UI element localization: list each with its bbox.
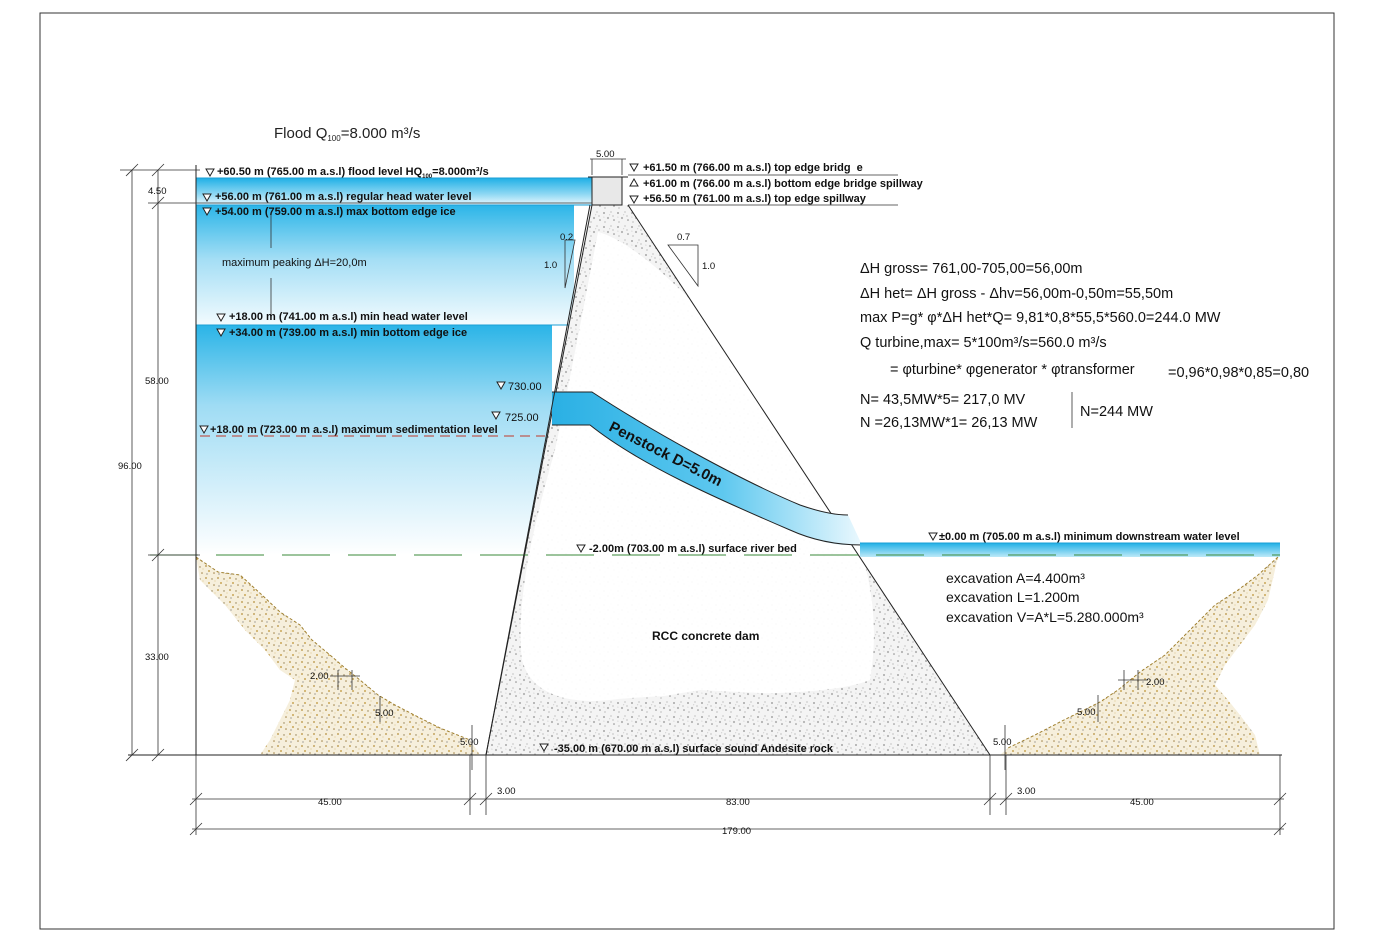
level-downstream: ±0.00 m (705.00 m a.s.l) minimum downstream water level <box>939 531 1240 543</box>
calc-eff-a: = φturbine* φgenerator * φtransformer <box>890 362 1135 378</box>
level-flood-q: =8.000m³/s <box>432 166 489 178</box>
dim-33-00: 33.00 <box>145 652 169 663</box>
excavation-l: excavation L=1.200m <box>946 589 1080 605</box>
excavation-right <box>1000 557 1278 755</box>
flood-title <box>274 125 420 143</box>
level-max-ice: +54.00 m (759.00 m a.s.l) max bottom edge ice <box>215 206 456 218</box>
bottom-dimensions <box>190 755 1286 837</box>
slope-up-h: 0.2 <box>560 232 574 243</box>
calc-eff-b: =0,96*0,98*0,85=0,80 <box>1168 365 1310 381</box>
reservoir-water <box>196 178 592 555</box>
flood-title-suffix: =8.000 m³/s <box>340 125 421 142</box>
dim-bench-r-v: 5.00 <box>1077 707 1096 718</box>
excavation-left <box>196 557 480 755</box>
left-dimensions <box>118 164 200 761</box>
level-sediment: +18.00 m (723.00 m a.s.l) maximum sedimentation level <box>210 424 498 436</box>
level-spillway-top: +56.50 m (761.00 m a.s.l) top edge spillway <box>643 193 866 205</box>
dim-4-50: 4.50 <box>148 186 167 197</box>
level-river-bed: -2.00m (703.00 m a.s.l) surface river bed <box>589 543 797 555</box>
slope-down-h: 0.7 <box>677 232 691 243</box>
level-flood <box>217 166 489 180</box>
level-peaking: maximum peaking ΔH=20,0m <box>222 257 367 269</box>
excavation-notes <box>946 570 1144 625</box>
calc-n2: N =26,13MW*1= 26,13 MW <box>860 415 1038 431</box>
dim-3-right: 3.00 <box>1017 786 1036 797</box>
dim-96-00: 96.00 <box>118 461 142 472</box>
level-bridge-top-a: +61.50 m (766.00 m a.s.l) top edge bridg <box>643 162 851 174</box>
level-regular: +56.00 m (761.00 m a.s.l) regular head water level <box>215 191 472 203</box>
level-bridge-top-b: e <box>856 162 863 174</box>
level-flood-sub: 100 <box>422 174 433 180</box>
calc-gross: ΔH gross= 761,00-705,00=56,00m <box>860 261 1083 277</box>
calc-n1: N= 43,5MW*5= 217,0 MV <box>860 392 1026 408</box>
dim-58-00: 58.00 <box>145 376 169 387</box>
level-bridge-top <box>643 162 863 174</box>
dim-toe-l: 5.00 <box>460 737 479 748</box>
level-min-head: +18.00 m (741.00 m a.s.l) min head water level <box>229 311 468 323</box>
slope-down-v: 1.0 <box>702 261 716 272</box>
flood-title-sub: 100 <box>327 134 341 143</box>
dim-45-left: 45.00 <box>318 797 342 808</box>
level-intake-725: 725.00 <box>505 412 539 424</box>
dim-179: 179.00 <box>722 826 752 837</box>
calc-q: Q turbine,max= 5*100m³/s=560.0 m³/s <box>860 335 1107 351</box>
excavation-v: excavation V=A*L=5.280.000m³ <box>946 609 1144 625</box>
level-rock: -35.00 m (670.00 m a.s.l) surface sound Andesite rock <box>554 743 833 755</box>
bridge-spillway-block <box>588 149 628 205</box>
penstock-label: Penstock D=5.0m <box>606 418 725 491</box>
calc-power: max P=g* φ*ΔH het*Q= 9,81*0,8*55,5*560.0=244.0 MW <box>860 310 1221 326</box>
calc-ntot: N=244 MW <box>1080 404 1153 420</box>
level-flood-text: +60.50 m (765.00 m a.s.l) flood level HQ <box>217 166 423 178</box>
level-intake-730: 730.00 <box>508 381 542 393</box>
dim-83: 83.00 <box>726 797 750 808</box>
excavation-a: excavation A=4.400m³ <box>946 570 1085 586</box>
dam-label: RCC concrete dam <box>652 629 760 643</box>
calculations <box>860 261 1309 431</box>
dim-bench-r-h: 2.00 <box>1146 677 1165 688</box>
calc-het: ΔH het= ΔH gross - Δhv=56,00m-0,50m=55,50m <box>860 286 1174 302</box>
dim-45-right: 45.00 <box>1130 797 1154 808</box>
level-bridge-bottom: +61.00 m (766.00 m a.s.l) bottom edge bridge spillway <box>643 178 923 190</box>
level-min-ice: +34.00 m (739.00 m a.s.l) min bottom edge ice <box>229 327 468 339</box>
dim-bench-l-h: 2.00 <box>310 671 329 682</box>
dim-bench-l-v: 5.00 <box>375 708 394 719</box>
dim-crest: 5.00 <box>596 149 615 160</box>
dim-3-left: 3.00 <box>497 786 516 797</box>
dim-toe-r: 5.00 <box>993 737 1012 748</box>
slope-up-v: 1.0 <box>544 260 558 271</box>
flood-title-prefix: Flood Q <box>274 125 328 142</box>
